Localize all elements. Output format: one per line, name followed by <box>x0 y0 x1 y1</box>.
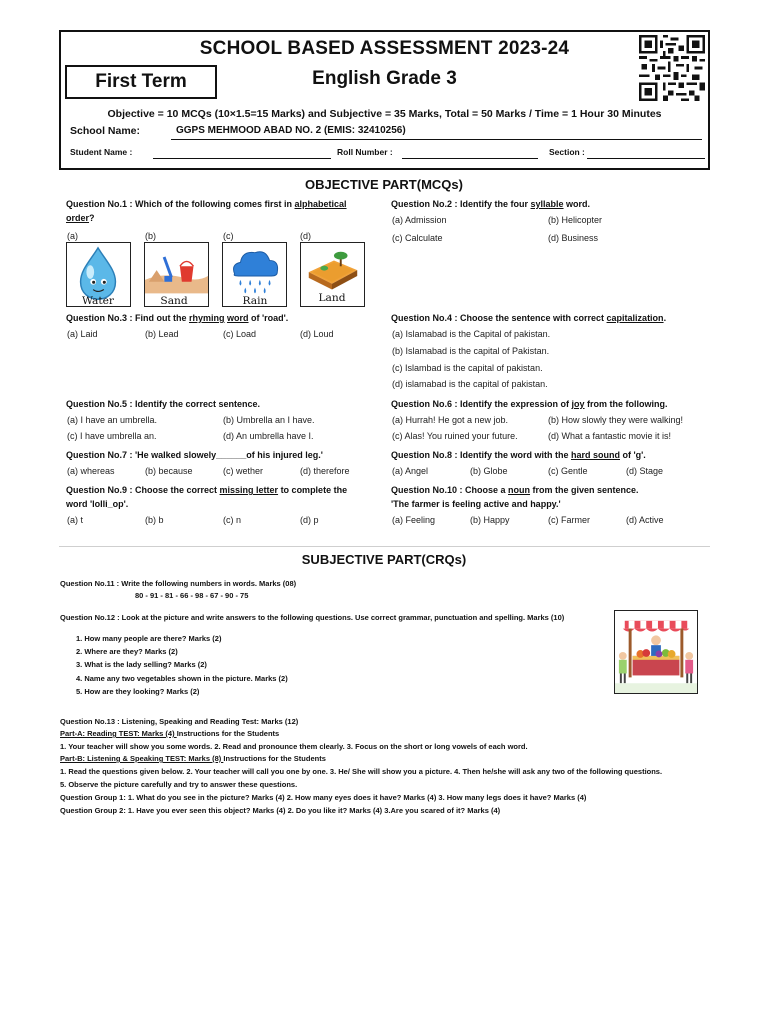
question-12: Question No.12 : Look at the picture and write answers to the following questions. Use correct grammar, punctuation and spelling. Marks (10) <box>60 613 565 622</box>
grade-title: English Grade 3 <box>312 68 457 89</box>
list-item: 5. How are they looking? Marks (2) <box>76 686 200 696</box>
q1-option-a[interactable]: (a) <box>67 231 78 241</box>
list-item: 4. Name any two vegetables shown in the picture. Marks (2) <box>76 673 288 683</box>
part-b-instructions: 1. Read the questions given below. 2. Your teacher will call you one by one. 3. He/ She will show you a picture. 4. Then he/she will ask any two of the following questions. <box>60 767 663 776</box>
vegetable-stall-picture[interactable] <box>614 610 698 694</box>
list-item: 3. What is the lady selling? Marks (2) <box>76 660 207 670</box>
q10-option-b[interactable]: (b) Happy <box>470 515 510 525</box>
q2-option-d[interactable]: (d) Business <box>548 233 599 243</box>
question-group-2: Question Group 2: 1. Have you ever seen this object? Marks (4) 2. Do you like it? Marks (4) 3.Are you scared of it? Marks (4) <box>60 806 501 815</box>
land-picture[interactable] <box>300 242 365 307</box>
section-label: Section : <box>549 147 585 157</box>
q10-option-d[interactable]: (d) Active <box>626 515 664 525</box>
question-7: Question No.7 : 'He walked slowely______of his injured leg.' <box>66 450 323 460</box>
q9-option-d[interactable]: (d) p <box>300 515 319 525</box>
question-3: Question No.3 : Find out the rhyming word of 'road'. <box>66 313 289 323</box>
roll-number-field[interactable] <box>402 158 538 159</box>
question-11-numbers: 80 - 91 - 81 - 66 - 98 - 67 - 90 - 75 <box>135 591 249 600</box>
objective-heading: OBJECTIVE PART(MCQs) <box>305 177 463 192</box>
q5-option-a[interactable]: (a) I have an umbrella. <box>67 415 158 425</box>
q8-option-b[interactable]: (b) Globe <box>470 466 508 476</box>
school-name-value: GGPS MEHMOOD ABAD NO. 2 (EMIS: 32410256) <box>176 125 406 136</box>
pic-caption-land: Land <box>318 291 346 305</box>
question-6: Question No.6 : Identify the expression of joy from the following. <box>391 399 668 409</box>
question-11: Question No.11 : Write the following numbers in words. Marks (08) <box>60 579 297 588</box>
sand-bucket-picture[interactable] <box>144 242 209 307</box>
q2-option-b[interactable]: (b) Helicopter <box>548 215 603 225</box>
student-name-field[interactable] <box>153 158 331 159</box>
q7-option-c[interactable]: (c) wether <box>223 466 264 476</box>
q8-option-a[interactable]: (a) Angel <box>392 466 429 476</box>
q3-option-b[interactable]: (b) Lead <box>145 329 179 339</box>
part-b-heading: Part-B: Listening & Speaking TEST: Marks (8) Instructions for the Students <box>60 754 326 763</box>
exam-title: SCHOOL BASED ASSESSMENT 2023-24 <box>199 38 570 59</box>
question-13: Question No.13 : Listening, Speaking and Reading Test: Marks (12) <box>60 717 299 726</box>
q6-option-b[interactable]: (b) How slowly they were walking! <box>548 415 684 425</box>
q6-option-d[interactable]: (d) What a fantastic movie it is! <box>548 431 672 441</box>
q2-option-a[interactable]: (a) Admission <box>392 215 447 225</box>
student-name-label: Student Name : <box>70 147 133 157</box>
q1-option-b[interactable]: (b) <box>145 231 156 241</box>
roll-number-label: Roll Number : <box>337 147 393 157</box>
question-2: Question No.2 : Identify the four syllable word. <box>391 199 591 209</box>
q9-option-a[interactable]: (a) t <box>67 515 84 525</box>
q3-option-a[interactable]: (a) Laid <box>67 329 98 339</box>
q9-option-b[interactable]: (b) b <box>145 515 164 525</box>
question-12-list <box>76 632 288 698</box>
question-10-sentence: 'The farmer is feeling active and happy.' <box>391 499 561 509</box>
q3-option-c[interactable]: (c) Load <box>223 329 257 339</box>
part-a-instructions: 1. Your teacher will show you some words. 2. Read and pronounce them clearly. 3. Focus on the short or long vowels of each word. <box>60 742 528 751</box>
question-9: Question No.9 : Choose the correct missing letter to complete the word 'lolli_op'. <box>66 485 348 509</box>
q10-option-c[interactable]: (c) Farmer <box>548 515 590 525</box>
q4-option-b[interactable]: (b) Islamabad is the capital of Pakistan. <box>392 346 550 356</box>
question-group-1: Question Group 1: 1. What do you see in the picture? Marks (4) 2. How many eyes does it have? Marks (4) 3. How many legs does it have? Marks (4) <box>60 793 587 802</box>
pic-caption-sand: Sand <box>160 294 188 306</box>
subjective-heading: SUBJECTIVE PART(CRQs) <box>301 552 467 567</box>
marks-distribution: Objective = 10 MCQs (10×1.5=15 Marks) and Subjective = 35 Marks, Total = 50 Marks / Time = 1 Hour 30 Minutes <box>107 108 662 120</box>
q7-option-a[interactable]: (a) whereas <box>67 466 115 476</box>
school-name-label: School Name: <box>70 125 141 137</box>
q4-option-a[interactable]: (a) Islamabad is the Capital of pakistan. <box>392 329 551 339</box>
q8-option-c[interactable]: (c) Gentle <box>548 466 588 476</box>
q5-option-c[interactable]: (c) I have umbrella an. <box>67 431 157 441</box>
school-name-underline <box>171 139 702 140</box>
pic-caption-rain: Rain <box>242 294 268 306</box>
question-10: Question No.10 : Choose a noun from the given sentence. 'The farmer is feeling active and happy.' <box>391 483 711 511</box>
list-item: 1. How many people are there? Marks (2) <box>76 634 222 643</box>
part-b-instructions-2: 5. Observe the picture carefully and try to answer these questions. <box>60 780 298 789</box>
section-divider <box>59 546 710 547</box>
q6-option-c[interactable]: (c) Alas! You ruined your future. <box>392 431 518 441</box>
q4-option-d[interactable]: (d) islamabad is the capital of pakistan. <box>392 379 548 389</box>
term-box: First Term <box>65 65 217 99</box>
part-a-heading: Part-A: Reading TEST: Marks (4) Instructions for the Students <box>60 729 280 738</box>
q1-option-d[interactable]: (d) <box>300 231 311 241</box>
q2-option-c[interactable]: (c) Calculate <box>392 233 443 243</box>
q8-option-d[interactable]: (d) Stage <box>626 466 664 476</box>
section-field[interactable] <box>587 158 705 159</box>
q5-option-d[interactable]: (d) An umbrella have I. <box>223 431 314 441</box>
q9-option-c[interactable]: (c) n <box>223 515 241 525</box>
question-1: Question No.1 : Which of the following comes first in alphabetical order? <box>66 199 347 223</box>
qr-code-icon <box>639 35 705 101</box>
q10-option-a[interactable]: (a) Feeling <box>392 515 436 525</box>
question-4: Question No.4 : Choose the sentence with correct capitalization. <box>391 313 667 323</box>
q5-option-b[interactable]: (b) Umbrella an I have. <box>223 415 315 425</box>
list-item: 2. Where are they? Marks (2) <box>76 647 178 657</box>
question-5: Question No.5 : Identify the correct sentence. <box>66 399 261 409</box>
rain-cloud-picture[interactable] <box>222 242 287 307</box>
q1-option-c[interactable]: (c) <box>223 231 234 241</box>
q7-option-d[interactable]: (d) therefore <box>300 466 350 476</box>
pic-caption-water: Water <box>81 294 115 306</box>
question-8: Question No.8 : Identify the word with the hard sound of 'g'. <box>391 450 646 460</box>
q3-option-d[interactable]: (d) Loud <box>300 329 334 339</box>
water-drop-picture[interactable] <box>66 242 131 307</box>
q6-option-a[interactable]: (a) Hurrah! He got a new job. <box>392 415 509 425</box>
q4-option-c[interactable]: (c) Islambad is the capital of pakistan. <box>392 363 543 373</box>
header-box <box>59 30 710 170</box>
q7-option-b[interactable]: (b) because <box>145 466 193 476</box>
